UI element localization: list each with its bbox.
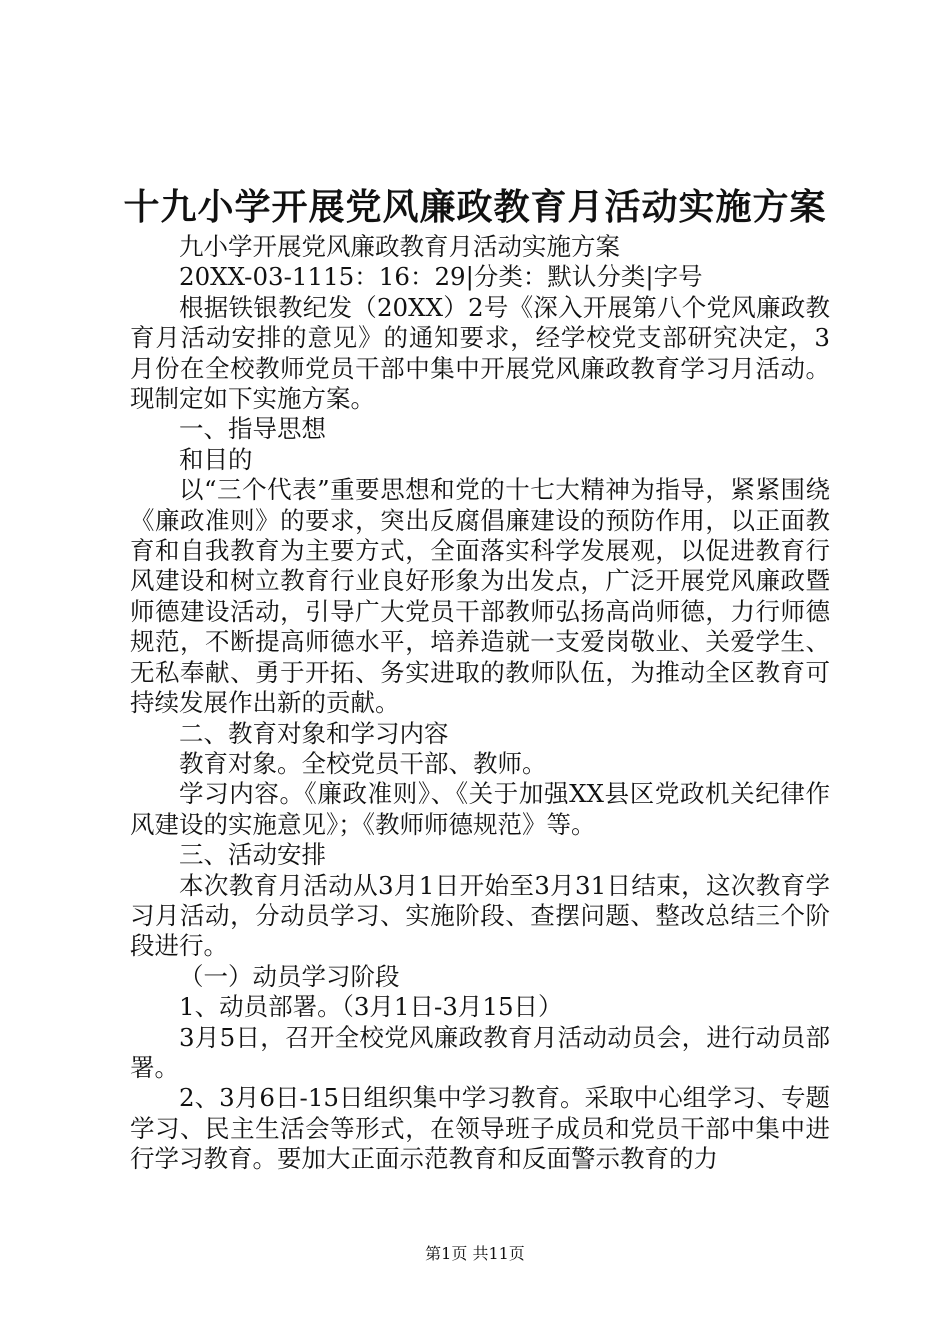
subsection-heading-1: （一）动员学习阶段 [179,961,400,991]
mobilization-paragraph: 1、动员部署。（3月1日-3月15日） [179,992,563,1022]
subtitle-paragraph: 九小学开展党风廉政教育月活动实施方案 [179,232,620,261]
section-heading-2: 二、教育对象和学习内容 [179,718,449,748]
section-heading-1: 一、指导思想 [179,414,326,444]
meeting-paragraph: 3月5日，召开全校党风廉政教育月活动动员会，进行动员部署。 [130,1022,830,1082]
document-body [130,232,830,1175]
activity-schedule-paragraph: 本次教育月活动从3月1日开始至3月31日结束，这次教育学习月活动，分动员学习、实施阶段、查摆问题、整改总结三个阶段进行。 [130,870,830,961]
document-title: 十九小学开展党风廉政教育月活动实施方案 [123,186,827,228]
study-content-paragraph: 学习内容。《廉政准则》、《关于加强XX县区党政机关纪律作风建设的实施意见》；《教师师德规范》等。 [130,779,830,839]
guiding-paragraph: 以“三个代表”重要思想和党的十七大精神为指导，紧紧围绕《廉政准则》的要求，突出反腐倡廉建设的预防作用，以正面教育和自我教育为主要方式，全面落实科学发展观，以促进教育行风建设和树立教育行业良好形象为出发点，广泛开展党风廉政暨师德建设活动，引导广大党员干部教师弘扬高尚师德，力行师德规范，不断提高师德水平，培养造就一支爱岗敬业、关爱学生、无私奉献、勇于开拓、务实进取的教师队伍，为推动全区教育可持续发展作出新的贡献。 [130,475,830,718]
section-heading-3: 三、活动安排 [179,840,326,870]
section-heading-1-cont: 和目的 [179,444,253,474]
intro-paragraph: 根据铁银教纪发（20XX）2号《深入开展第八个党风廉政教育月活动安排的意见》的通知要求，经学校党支部研究决定，3月份在全校教师党员干部中集中开展党风廉政教育学习月活动。现制定如下实施方案。 [130,292,830,414]
page-footer: 第1页 共11页 [425,1244,525,1263]
meta-paragraph: 20XX-03-1115：16：29|分类：默认分类|字号 [179,262,703,292]
education-target-paragraph: 教育对象。全校党员干部、教师。 [179,748,547,778]
study-organization-paragraph: 2、3月6日-15日组织集中学习教育。采取中心组学习、专题学习、民主生活会等形式，在领导班子成员和党员干部中集中进行学习教育。要加大正面示范教育和反面警示教育的力 [130,1083,830,1174]
